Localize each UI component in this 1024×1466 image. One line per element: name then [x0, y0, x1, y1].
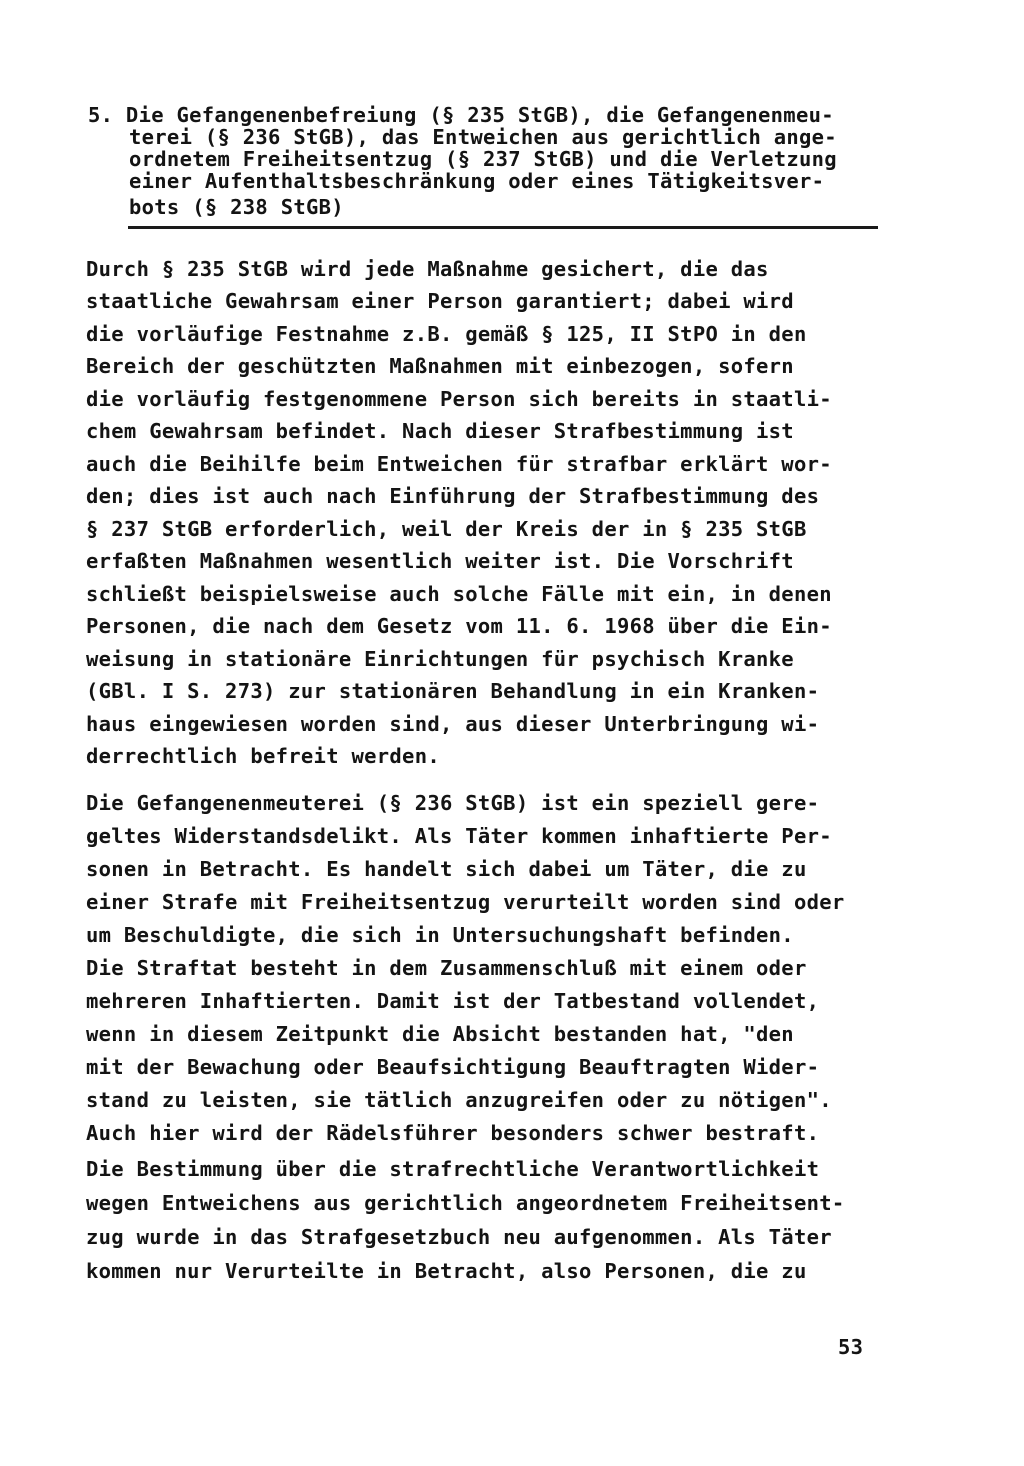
text-line: (GBl. I S. 273) zur stationären Behandlung in ein Kranken- [86, 679, 820, 703]
text-line: Bereich der geschützten Maßnahmen mit einbezogen, sofern [86, 354, 794, 378]
text-line: § 237 StGB erforderlich, weil der Kreis der in § 235 StGB [86, 517, 807, 541]
text-line: einer Strafe mit Freiheitsentzug verurteilt worden sind oder [86, 890, 845, 914]
text-line: wenn in diesem Zeitpunkt die Absicht bestanden hat, "den [86, 1022, 794, 1046]
text-line: Durch § 235 StGB wird jede Maßnahme gesichert, die das [86, 257, 769, 281]
text-line: derrechtlich befreit werden. [86, 744, 440, 768]
heading-line: bots (§ 238 StGB) [129, 195, 344, 219]
text-line: auch die Beihilfe beim Entweichen für strafbar erklärt wor- [86, 452, 832, 476]
text-line: mehreren Inhaftierten. Damit ist der Tatbestand vollendet, [86, 989, 820, 1013]
heading-line: einer Aufenthaltsbeschränkung oder eines Tätigkeitsver- [129, 169, 825, 193]
text-line: haus eingewiesen worden sind, aus dieser Unterbringung wi- [86, 712, 820, 736]
text-line: um Beschuldigte, die sich in Untersuchungshaft befinden. [86, 923, 794, 947]
heading-line: 5. Die Gefangenenbefreiung (§ 235 StGB), die Gefangenenmeu- [88, 103, 834, 127]
text-line: den; dies ist auch nach Einführung der Strafbestimmung des [86, 484, 820, 508]
heading-line: terei (§ 236 StGB), das Entweichen aus gerichtlich ange- [129, 125, 837, 149]
heading-underline [128, 226, 878, 229]
text-line: sonen in Betracht. Es handelt sich dabei um Täter, die zu [86, 857, 807, 881]
text-line: erfaßten Maßnahmen wesentlich weiter ist. Die Vorschrift [86, 549, 794, 573]
text-line: stand zu leisten, sie tätlich anzugreifen oder zu nötigen". [86, 1088, 832, 1112]
text-line: kommen nur Verurteilte in Betracht, also Personen, die zu [86, 1259, 807, 1283]
page-number: 53 [838, 1335, 864, 1359]
text-line: Personen, die nach dem Gesetz vom 11. 6. 1968 über die Ein- [86, 614, 832, 638]
text-line: zug wurde in das Strafgesetzbuch neu aufgenommen. Als Täter [86, 1225, 832, 1249]
text-line: Auch hier wird der Rädelsführer besonders schwer bestraft. [86, 1121, 820, 1145]
text-line: die vorläufig festgenommene Person sich bereits in staatli- [86, 387, 832, 411]
heading-line: ordnetem Freiheitsentzug (§ 237 StGB) und die Verletzung [129, 147, 837, 171]
text-line: die vorläufige Festnahme z.B. gemäß § 125, II StPO in den [86, 322, 807, 346]
text-line: Die Gefangenenmeuterei (§ 236 StGB) ist ein speziell gere- [86, 791, 820, 815]
text-line: wegen Entweichens aus gerichtlich angeordnetem Freiheitsent- [86, 1191, 845, 1215]
text-line: Die Bestimmung über die strafrechtliche Verantwortlichkeit [86, 1157, 820, 1181]
text-line: chem Gewahrsam befindet. Nach dieser Strafbestimmung ist [86, 419, 794, 443]
text-line: Die Straftat besteht in dem Zusammenschluß mit einem oder [86, 956, 807, 980]
text-line: mit der Bewachung oder Beaufsichtigung Beauftragten Wider- [86, 1055, 820, 1079]
text-line: weisung in stationäre Einrichtungen für psychisch Kranke [86, 647, 794, 671]
text-line: staatliche Gewahrsam einer Person garantiert; dabei wird [86, 289, 794, 313]
text-line: geltes Widerstandsdelikt. Als Täter kommen inhaftierte Per- [86, 824, 832, 848]
text-line: schließt beispielsweise auch solche Fälle mit ein, in denen [86, 582, 832, 606]
